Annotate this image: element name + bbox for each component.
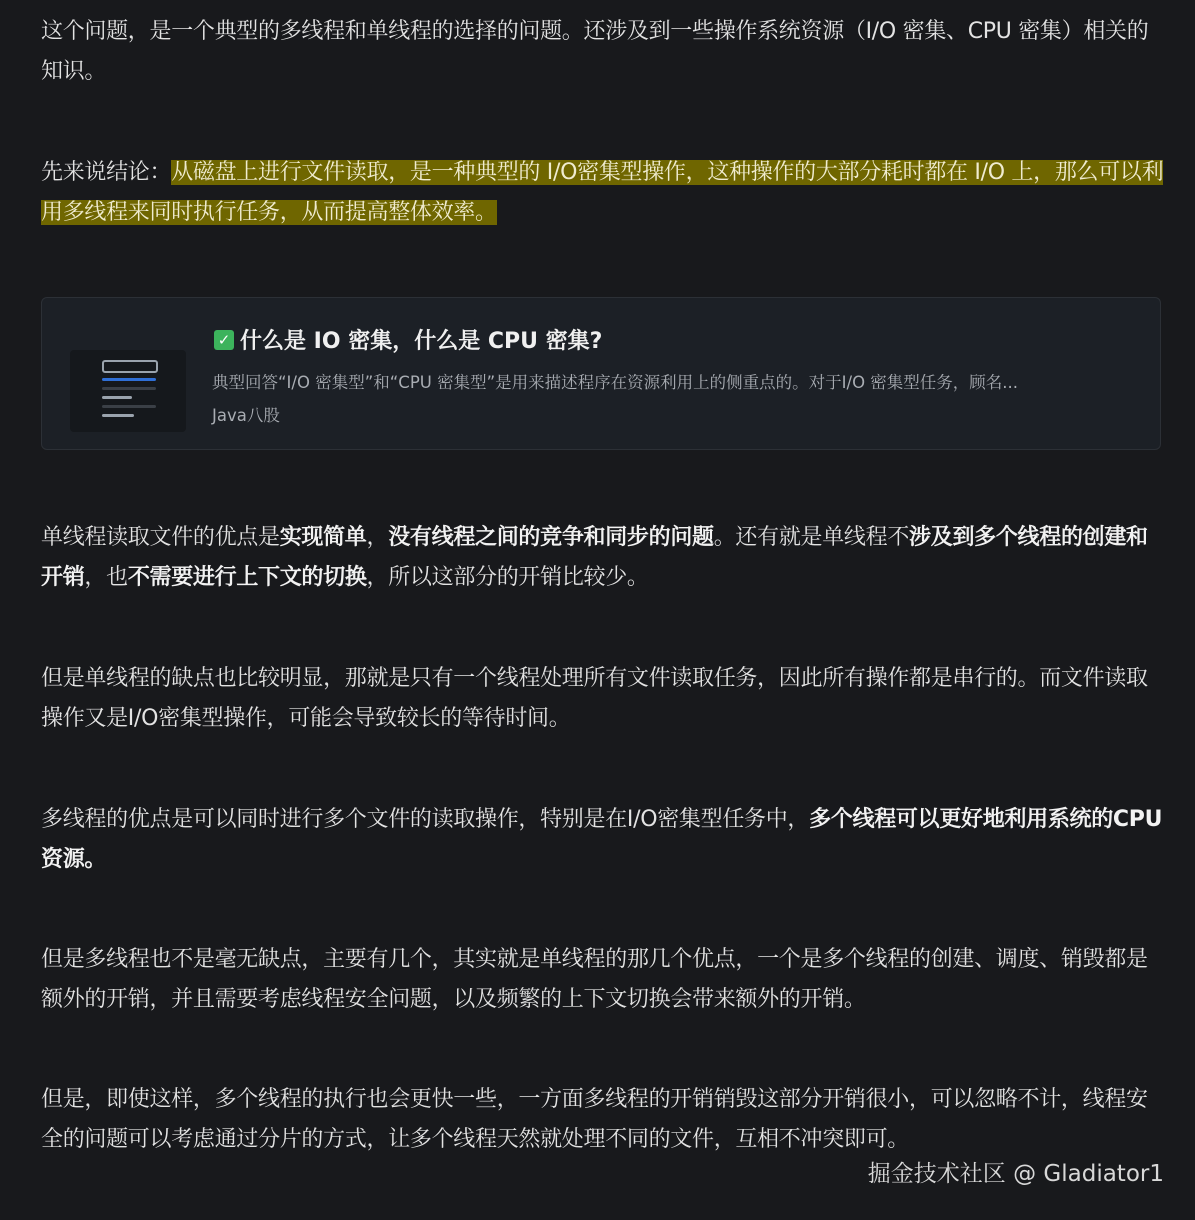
card-thumbnail (70, 350, 186, 432)
conclusion-highlight: 从磁盘上进行文件读取，是一种典型的 I/O密集型操作，这种操作的大部分耗时都在 I/O 上，那么可以利用多线程来同时执行任务，从而提高整体效率。 (41, 160, 1164, 225)
paragraph-intro: 这个问题，是一个典型的多线程和单线程的选择的问题。还涉及到一些操作系统资源（I/O 密集、CPU 密集）相关的知识。 (41, 19, 1149, 84)
card-title-text: 什么是 IO 密集，什么是 CPU 密集? (240, 329, 603, 354)
paragraph-conclusion (41, 153, 1169, 233)
paragraph-single-thread-pros: 单线程读取文件的优点是实现简单，没有线程之间的竞争和同步的问题。还有就是单线程不涉及到多个线程的创建和开销，也不需要进行上下文的切换，所以这部分的开销比较少。 (41, 525, 1148, 590)
paragraph-single-thread-cons: 但是单线程的缺点也比较明显，那就是只有一个线程处理所有文件读取任务，因此所有操作都是串行的。而文件读取操作又是I/O密集型操作，可能会导致较长的等待时间。 (41, 666, 1148, 731)
conclusion-lead: 先来说结论： (41, 160, 172, 185)
paragraph-multi-thread-cons: 但是多线程也不是毫无缺点，主要有几个，其实就是单线程的那几个优点，一个是多个线程的创建、调度、销毁都是额外的开销，并且需要考虑线程安全问题，以及频繁的上下文切换会带来额外的开销。 (41, 947, 1148, 1012)
paragraph-summary: 但是，即使这样，多个线程的执行也会更快一些，一方面多线程的开销销毁这部分开销很小，可以忽略不计，线程安全的问题可以考虑通过分片的方式，让多个线程天然就处理不同的文件，互相不冲突即可。 (41, 1087, 1148, 1152)
card-description: 典型回答“I/O 密集型”和“CPU 密集型”是用来描述程序在资源利用上的侧重点的。对于I/O 密集型任务，顾名... (212, 373, 1019, 392)
card-title[interactable] (214, 324, 602, 355)
link-card[interactable] (41, 297, 1161, 450)
paragraph-multi-thread-pros: 多线程的优点是可以同时进行多个文件的读取操作，特别是在I/O密集型任务中，多个线程可以更好地利用系统的CPU资源。 (41, 807, 1163, 872)
check-mark-icon: ✓ (214, 330, 234, 350)
card-source: Java八股 (212, 406, 280, 425)
watermark: 掘金技术社区 @ Gladiator1 (867, 1161, 1164, 1187)
